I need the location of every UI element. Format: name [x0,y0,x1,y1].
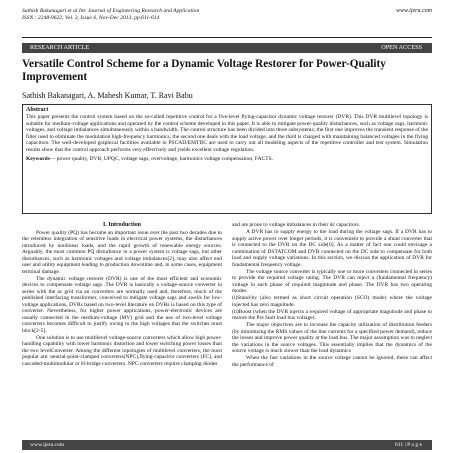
abstract-text: This paper presents the control system based on the so-called repetitive control for a five-level flying-capacitor dynamic voltage restorer (DVR). This DVR multilevel topology is suitable for medium-voltage applications and operated by the control scheme developed in this paper. It is able to mitigate power-quality disturbances, such as voltage sags, harmonic voltages, and voltage imbalances simultaneously within a bandwidth. The control structure has been divided into three subsystems; the first one improves the transient response of the filter used to eliminate the modulation high-frequency harmonics, the second one deals with the load voltage, and the third is charged with maintaining balanced voltages in the flying capacitors. The well-developed graphical facilities available in PSCAD/EMTDC are used to carry out all modeling aspects of the repetitive controller and test system. Simulation results show that the control approach performs very effectively and yields excellent voltage regulation. [26,114,428,153]
section-heading-introduction: I. Introduction [103,222,141,228]
header-divider [22,37,432,38]
right-paragraph-3: The voltage source converter is typically one or more converters connected in series to provide the required voltage rating. The DVR can inject a (fundamental frequency) voltage in each phase of required magnitude and phase. The DVR has two operating modes [232,268,432,294]
journal-site-link[interactable]: www.ijera.com [396,8,432,14]
open-access-label: OPEN ACCESS [381,44,422,51]
right-paragraph-2: A DVR has to supply energy to the load during the voltage sags. If a DVR has to supply active power over longer periods, it is convenient to provide a shunt converter that is connected to the DVR on the DC side[6]. As a matter of fact one could envisage a combination of DSTATCOM and DVR connected on the DC side to compensate for both load and supply voltage variations. In this section, we discuss the application of DVR for fundamental frequency voltage. [232,229,432,268]
right-paragraph-4: (i)Stand-by (also termed as short circuit operation (SCO) mode) where the voltage injected has zero magnitude. [232,295,432,308]
left-column [22,222,222,368]
right-paragraph-7: When the fast variations in the source voltage cannot be ignored, these can affect the performance of [232,355,432,368]
paper-authors: Sathish Bakanagari, A. Mahesh Kumar, T. Ravi Babu [22,91,193,100]
page-footer [22,440,432,450]
abstract-heading: Abstract [26,107,49,113]
keywords-label: Keywords [26,156,50,162]
journal-header [22,8,432,34]
right-paragraph-5: (ii)Boost (when the DVR injects a required voltage of appropriate magnitude and phase to restore the Pre fault load bus voltage). [232,308,432,321]
intro-paragraph-1: Power quality (PQ) has become an important issue over the past two decades due to the relentless integration of sensitive loads in electrical power systems, the disturbances introduced by nonlinear loads, and the rapid growth of renewable energy sources. Arguably, the most common PQ disturbance in a power system is voltage sags, but other disturbances, such as harmonic voltages and voltage imbalances[2], may also affect end user and utility equipment leading to production downtime and, in some cases, equipment terminal damage. [22,229,222,275]
abstract-box [22,104,432,214]
keywords-text: — power quality, DVR, UPQC, voltage sags, overvoltage, harmonics voltage compensation, FACTS. [49,156,274,162]
intro-paragraph-3: One solution is to use multilevel voltage-source converters which allow high power-handling capability with lower harmonic distortion and lower switching power losses than the two levelConverter. Among the different topologies of multilevel converters, the most popular are: neutral-point-clamped converters(NPC),flying-capacitor converters (FC), and cascaded-multimodular or H-bridge converters. NPC converters require clamping diodes [22,334,222,367]
footer-site-link[interactable]: www.ijera.com [30,442,65,448]
journal-citation: Sathish Bakanagari et al Int. Journal of Engineering Research and Application [22,8,200,14]
keywords-line [26,156,428,163]
right-column [232,222,432,369]
article-type-band [22,43,432,53]
right-paragraph-1: and are prone to voltage imbalances in their dc capacitors. [232,222,360,228]
article-type-label: RESEARCH ARTICLE [30,44,90,51]
page-number: 611 | P a g e [395,442,422,448]
paper-title: Versatile Control Scheme for a Dynamic Voltage Restorer for Power-Quality Improvement [22,58,386,83]
intro-paragraph-2: The dynamic voltage restorer (DVR) is one of the most efficient and economic devices to compensate voltage sags .The DVR is basically a voltage-source converter in series with the ac grid via an converters are normally used and, therefore, much of the published interfacing transformer, conceived to mitigate voltage sags and swells for low-voltage applications, DVRs based on two-level literature on DVRs is based on this type of converter. Nevertheless, for higher power applications, power-electronic devices are usually connected in the medium-voltage (MV) grid and the use of two-level voltage converters becomes difficult to justify owing to the high voltages that the switches must block[2-5]. [22,275,222,334]
right-paragraph-6: The major objectives are to increase the capacity utilization of distribution feeders (by minimizing the RMS values of the line currents for a specified power demand), reduce the losses and improve power quality at the load bus. The major assumption was to neglect the variations in the source voltages. This essentially implies that the dynamics of the source voltage is much slower than the load dynamics [232,322,432,354]
journal-issn: ISSN : 2248-9622, Vol. 3, Issue 6, Nov-Dec 2013, pp.611-614 [22,15,160,21]
